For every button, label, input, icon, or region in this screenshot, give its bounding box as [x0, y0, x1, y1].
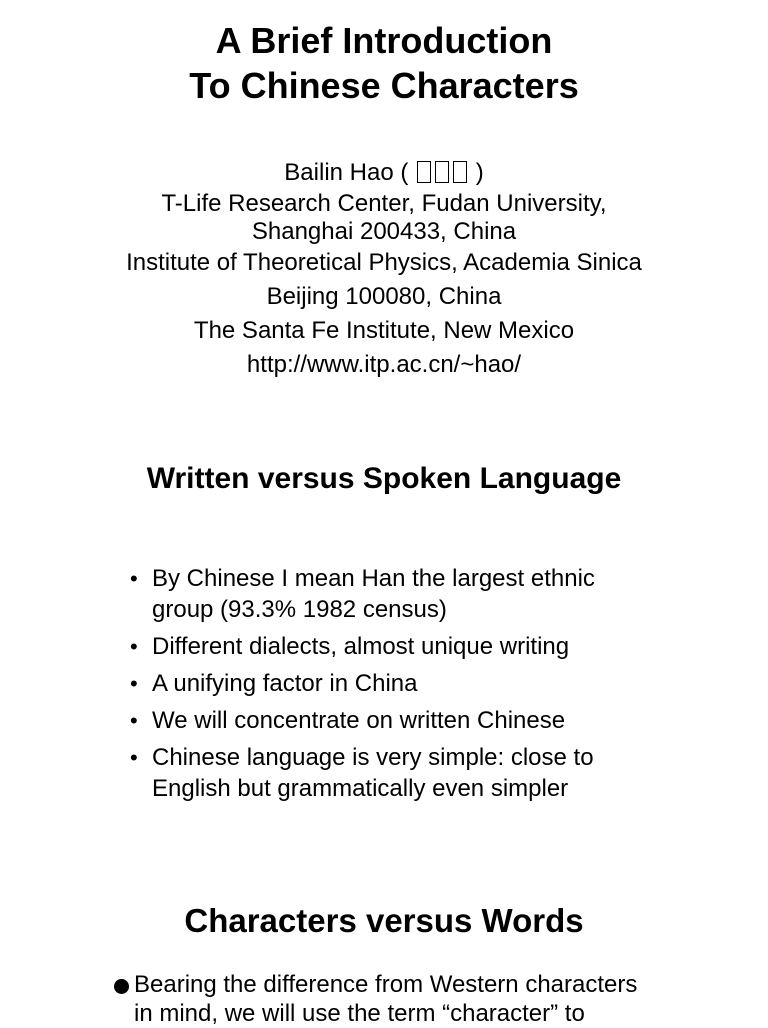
characters-bullet-line-1: Bearing the difference from Western characters — [134, 971, 638, 998]
characters-bullet-line-2: in mind, we will use the term “character” to — [134, 1000, 585, 1027]
affiliation-line-5: The Santa Fe Institute, New Mexico — [193, 317, 575, 344]
list-item — [128, 631, 688, 662]
title-line-2: To Chinese Characters — [189, 65, 579, 106]
author-name-text: Bailin Hao ( — [284, 159, 409, 186]
affiliation-line-1: T-Life Research Center, Fudan University, — [161, 190, 607, 217]
missing-glyph-icon — [417, 161, 431, 183]
affiliation-line-3: Institute of Theoretical Physics, Academia Sinica — [126, 249, 642, 276]
list-item-line: English but grammatically even simpler — [152, 775, 569, 802]
list-item-line: A unifying factor in China — [152, 670, 418, 697]
missing-glyph-icon — [453, 161, 467, 183]
list-item — [128, 705, 688, 736]
title-block — [0, 18, 768, 108]
section-heading-written-spoken: Written versus Spoken Language — [146, 462, 622, 495]
list-item — [128, 742, 688, 804]
list-item-line: Different dialects, almost unique writing — [152, 633, 570, 660]
characters-bullet — [114, 970, 674, 1028]
author-url[interactable]: http://www.itp.ac.cn/~hao/ — [246, 351, 522, 378]
list-item-line: Chinese language is very simple: close to — [152, 744, 594, 771]
bullet-dot-icon: • — [130, 745, 138, 770]
missing-glyph-icon — [435, 161, 449, 183]
list-item-line: We will concentrate on written Chinese — [152, 707, 566, 734]
bullet-dot-icon: • — [130, 708, 138, 733]
bullet-dot-icon: • — [130, 671, 138, 696]
affiliation-line-4: Beijing 100080, China — [266, 283, 502, 310]
author-block — [0, 158, 768, 382]
list-item-line: By Chinese I mean Han the largest ethnic — [152, 565, 595, 592]
bullet-dot-icon: • — [130, 566, 138, 591]
bullet-dot-icon — [114, 979, 129, 994]
bullet-dot-icon: • — [130, 634, 138, 659]
bullet-list — [128, 563, 688, 810]
title-line-1: A Brief Introduction — [215, 20, 553, 61]
affiliation-line-2: Shanghai 200433, China — [251, 218, 517, 245]
list-item — [128, 668, 688, 699]
list-item — [128, 563, 688, 625]
list-item-line: group (93.3% 1982 census) — [152, 596, 447, 623]
author-name — [0, 158, 768, 188]
author-name-close: ) — [475, 159, 484, 186]
section-heading-characters-words: Characters versus Words — [184, 902, 584, 939]
